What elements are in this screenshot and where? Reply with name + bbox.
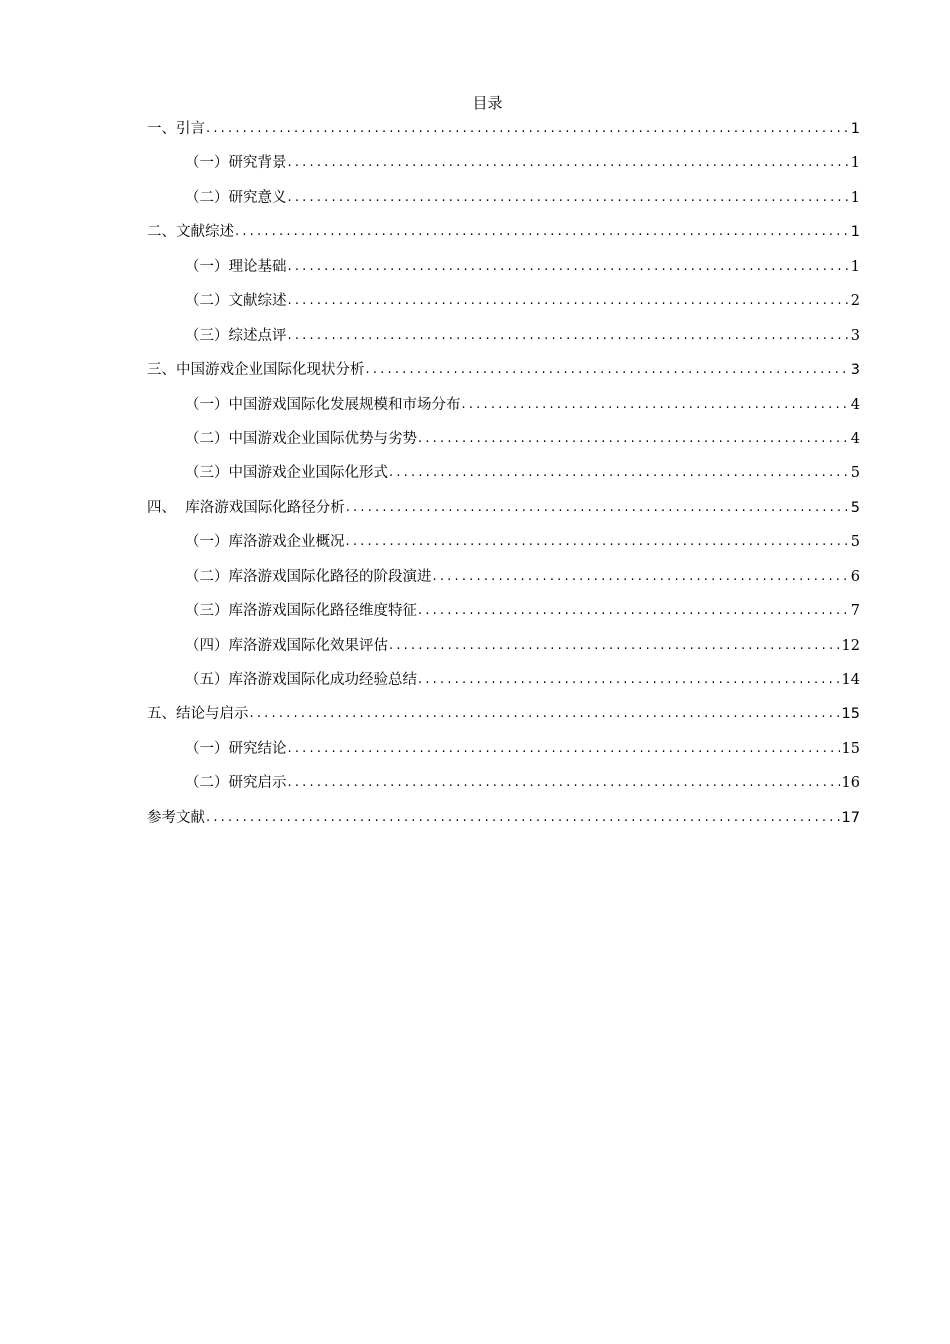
toc-dot-leader xyxy=(346,531,849,553)
toc-entry-theoretical-basis[interactable] xyxy=(147,256,860,290)
toc-entry-kuro-path-analysis[interactable] xyxy=(147,497,860,531)
toc-page-number: 12 xyxy=(841,637,860,654)
toc-dot-leader xyxy=(288,187,849,209)
toc-entry-text: （三）库洛游戏国际化路径维度特征 xyxy=(185,603,417,620)
toc-page-number: 4 xyxy=(850,430,860,447)
toc-dot-leader xyxy=(206,118,849,140)
toc-entry-industry-status[interactable] xyxy=(147,359,860,393)
toc-entry-references[interactable] xyxy=(147,807,860,841)
toc-dot-leader xyxy=(346,497,849,519)
toc-entry-text: （二）研究意义 xyxy=(185,189,287,206)
toc-entry-text: （三）综述点评 xyxy=(185,327,287,344)
toc-dot-leader xyxy=(389,462,849,484)
toc-entry-introduction[interactable] xyxy=(147,118,860,152)
toc-page-number: 16 xyxy=(841,775,860,792)
toc-page-number: 7 xyxy=(850,603,860,620)
toc-entry-text: （一）理论基础 xyxy=(185,258,287,275)
toc-entry-kuro-success-summary[interactable] xyxy=(147,669,860,703)
toc-entry-text: （二）文献综述 xyxy=(185,293,287,310)
toc-entry-text: （一）中国游戏国际化发展规模和市场分布 xyxy=(185,396,461,413)
toc-entry-text: 二、文献综述 xyxy=(147,224,234,241)
toc-entry-research-conclusions[interactable] xyxy=(147,738,860,772)
toc-dot-leader xyxy=(418,428,849,450)
toc-page-number: 3 xyxy=(850,362,860,379)
toc-entry-conclusions[interactable] xyxy=(147,703,860,737)
toc-page-number: 1 xyxy=(850,189,860,206)
toc-dot-leader xyxy=(462,394,849,416)
toc-entry-research-significance[interactable] xyxy=(147,187,860,221)
toc-entry-text: （二）库洛游戏国际化路径的阶段演进 xyxy=(185,568,432,585)
toc-entry-kuro-dimension-features[interactable] xyxy=(147,600,860,634)
toc-entry-literature-summary[interactable] xyxy=(147,290,860,324)
toc-entry-kuro-effect-evaluation[interactable] xyxy=(147,635,860,669)
toc-entry-kuro-overview[interactable] xyxy=(147,531,860,565)
toc-page-number: 2 xyxy=(850,293,860,310)
toc-page-number: 1 xyxy=(850,121,860,137)
table-of-contents xyxy=(147,118,860,841)
toc-page-number: 6 xyxy=(850,568,860,585)
toc-entry-text: （三）中国游戏企业国际化形式 xyxy=(185,465,388,482)
toc-page-number: 14 xyxy=(841,672,860,688)
toc-dot-leader xyxy=(418,600,849,622)
toc-page-number: 15 xyxy=(841,706,860,723)
toc-entry-text: （一）研究背景 xyxy=(185,155,287,172)
toc-entry-text: （五）库洛游戏国际化成功经验总结 xyxy=(185,672,417,688)
toc-dot-leader xyxy=(433,566,849,588)
toc-entry-text: （一）库洛游戏企业概况 xyxy=(185,534,345,551)
toc-entry-text: 五、结论与启示 xyxy=(147,706,249,723)
toc-entry-text: （二）研究启示 xyxy=(185,775,287,792)
toc-entry-literature-review[interactable] xyxy=(147,221,860,255)
toc-dot-leader xyxy=(366,359,849,381)
toc-page-number: 15 xyxy=(841,740,860,757)
toc-page-number: 5 xyxy=(850,499,860,516)
toc-page-number: 3 xyxy=(850,327,860,344)
toc-dot-leader xyxy=(288,738,840,760)
toc-dot-leader xyxy=(389,635,840,657)
toc-dot-leader xyxy=(418,669,840,691)
toc-entry-internationalization-forms[interactable] xyxy=(147,462,860,496)
toc-dot-leader xyxy=(288,256,849,278)
toc-dot-leader xyxy=(288,290,849,312)
toc-dot-leader xyxy=(250,703,840,725)
toc-entry-research-background[interactable] xyxy=(147,152,860,186)
toc-page-number: 1 xyxy=(850,155,860,172)
toc-page-number: 5 xyxy=(850,534,860,551)
toc-entry-text: 三、中国游戏企业国际化现状分析 xyxy=(147,362,365,379)
toc-entry-strengths-weaknesses[interactable] xyxy=(147,428,860,462)
toc-entry-kuro-stage-evolution[interactable] xyxy=(147,566,860,600)
toc-entry-text: （二）中国游戏企业国际优势与劣势 xyxy=(185,430,417,447)
toc-entry-scale-and-markets[interactable] xyxy=(147,394,860,428)
toc-entry-research-implications[interactable] xyxy=(147,772,860,806)
toc-dot-leader xyxy=(206,807,840,829)
toc-dot-leader xyxy=(288,772,840,794)
toc-entry-text: （四）库洛游戏国际化效果评估 xyxy=(185,637,388,654)
toc-title: 目录 xyxy=(472,94,503,112)
toc-dot-leader xyxy=(288,152,849,174)
toc-entry-text: 一、引言 xyxy=(147,121,205,137)
toc-entry-review-comments[interactable] xyxy=(147,325,860,359)
toc-page-number: 1 xyxy=(850,224,860,241)
toc-page-number: 17 xyxy=(841,809,860,826)
toc-dot-leader xyxy=(235,221,849,243)
toc-page-number: 5 xyxy=(850,465,860,482)
toc-page-number: 4 xyxy=(850,396,860,413)
toc-dot-leader xyxy=(288,325,849,347)
toc-page-number: 1 xyxy=(850,258,860,275)
toc-entry-text: （一）研究结论 xyxy=(185,740,287,757)
toc-entry-text: 四、 库洛游戏国际化路径分析 xyxy=(147,499,345,516)
toc-entry-text: 参考文献 xyxy=(147,809,205,826)
